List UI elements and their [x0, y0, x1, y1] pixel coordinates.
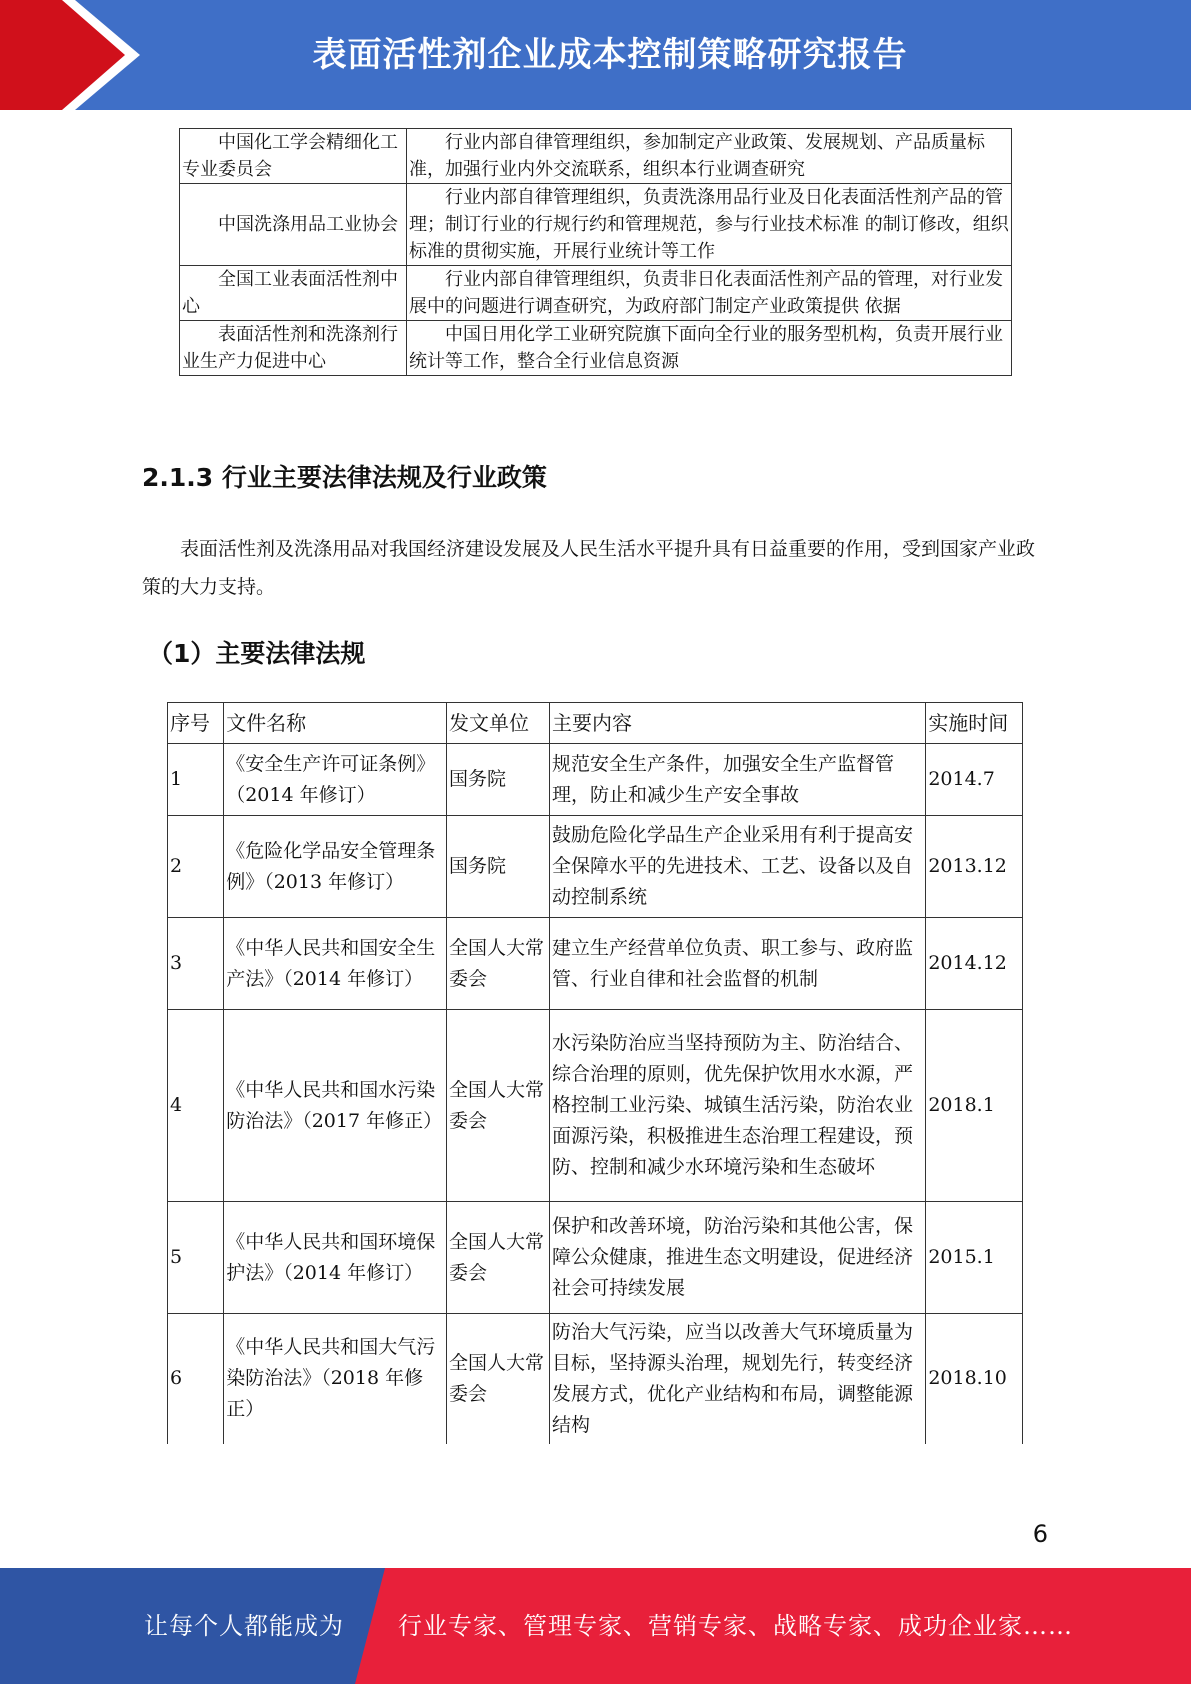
- row-number: 2: [168, 816, 224, 918]
- org-description: 行业内部自律管理组织，参加制定产业政策、发展规划、产品质量标准，加强行业内外交流联系，组织本行业调查研究: [407, 129, 1012, 184]
- table-row: [168, 744, 1023, 816]
- org-name: 中国化工学会精细化工专业委员会: [180, 129, 407, 184]
- document-name: 《中华人民共和国环境保护法》（2014 年修订）: [224, 1202, 447, 1314]
- org-description: 中国日用化学工业研究院旗下面向全行业的服务型机构，负责开展行业统计等工作，整合全行业信息资源: [407, 321, 1012, 376]
- table-row: [168, 918, 1023, 1010]
- table-header-row: [168, 703, 1023, 744]
- main-content: 防治大气污染，应当以改善大气环境质量为目标，坚持源头治理，规划先行，转变经济发展方式，优化产业结构和布局，调整能源结构: [549, 1314, 925, 1444]
- issuing-body: 全国人大常委会: [447, 918, 550, 1010]
- issuing-body: 全国人大常委会: [447, 1010, 550, 1202]
- document-name: 《危险化学品安全管理条例》（2013 年修订）: [224, 816, 447, 918]
- issuing-body: 国务院: [447, 816, 550, 918]
- document-name: 《安全生产许可证条例》（2014 年修订）: [224, 744, 447, 816]
- column-header: 序号: [168, 703, 224, 744]
- table-row: [180, 129, 1012, 184]
- header-arrow-decoration: [0, 0, 150, 110]
- column-header: 发文单位: [447, 703, 550, 744]
- effective-date: 2014.7: [926, 744, 1023, 816]
- row-number: 3: [168, 918, 224, 1010]
- main-content: 保护和改善环境，防治污染和其他公害，保障公众健康，推进生态文明建设，促进经济社会可持续发展: [549, 1202, 925, 1314]
- main-content: 建立生产经营单位负责、职工参与、政府监管、行业自律和社会监督的机制: [549, 918, 925, 1010]
- main-content: 鼓励危险化学品生产企业采用有利于提高安全保障水平的先进技术、工艺、设备以及自动控制系统: [549, 816, 925, 918]
- table-row: [168, 1010, 1023, 1202]
- row-number: 5: [168, 1202, 224, 1314]
- column-header: 实施时间: [926, 703, 1023, 744]
- effective-date: 2014.12: [926, 918, 1023, 1010]
- org-description: 行业内部自律管理组织，负责非日化表面活性剂产品的管理，对行业发展中的问题进行调查研究，为政府部门制定产业政策提供 依据: [407, 266, 1012, 321]
- document-name: 《中华人民共和国安全生产法》（2014 年修订）: [224, 918, 447, 1010]
- issuing-body: 国务院: [447, 744, 550, 816]
- effective-date: 2018.10: [926, 1314, 1023, 1444]
- section-heading: 2.1.3 行业主要法律法规及行业政策: [142, 463, 547, 492]
- column-header: 主要内容: [549, 703, 925, 744]
- org-name: 中国洗涤用品工业协会: [180, 184, 407, 266]
- org-name: 全国工业表面活性剂中心: [180, 266, 407, 321]
- table-row: [180, 184, 1012, 266]
- sub-heading: （1）主要法律法规: [148, 639, 366, 668]
- table-row: [168, 1314, 1023, 1444]
- industry-organizations-table: [179, 128, 1012, 376]
- org-name: 表面活性剂和洗涤剂行业生产力促进中心: [180, 321, 407, 376]
- document-name: 《中华人民共和国水污染防治法》（2017 年修正）: [224, 1010, 447, 1202]
- issuing-body: 全国人大常委会: [447, 1202, 550, 1314]
- issuing-body: 全国人大常委会: [447, 1314, 550, 1444]
- row-number: 1: [168, 744, 224, 816]
- document-name: 《中华人民共和国大气污染防治法》（2018 年修正）: [224, 1314, 447, 1444]
- page-number: 6: [1032, 1520, 1048, 1548]
- table-row: [168, 816, 1023, 918]
- table-row: [180, 266, 1012, 321]
- body-paragraph: 表面活性剂及洗涤用品对我国经济建设发展及人民生活水平提升具有日益重要的作用，受到国家产业政策的大力支持。: [142, 538, 1036, 598]
- laws-regulations-table: [167, 702, 1023, 1444]
- effective-date: 2018.1: [926, 1010, 1023, 1202]
- footer-slogan-left: 让每个人都能成为: [144, 1612, 344, 1640]
- effective-date: 2015.1: [926, 1202, 1023, 1314]
- table-row: [168, 1202, 1023, 1314]
- main-content: 水污染防治应当坚持预防为主、防治结合、综合治理的原则，优先保护饮用水水源，严格控制工业污染、城镇生活污染，防治农业面源污染，积极推进生态治理工程建设，预防、控制和减少水环境污染和生态破坏: [549, 1010, 925, 1202]
- column-header: 文件名称: [224, 703, 447, 744]
- report-title: 表面活性剂企业成本控制策略研究报告: [312, 35, 908, 75]
- row-number: 4: [168, 1010, 224, 1202]
- row-number: 6: [168, 1314, 224, 1444]
- main-content: 规范安全生产条件，加强安全生产监督管理，防止和减少生产安全事故: [549, 744, 925, 816]
- table-row: [180, 321, 1012, 376]
- effective-date: 2013.12: [926, 816, 1023, 918]
- page-footer: [0, 1568, 1191, 1684]
- page-header: [0, 0, 1191, 110]
- footer-slogan-right: 行业专家、管理专家、营销专家、战略专家、成功企业家……: [398, 1612, 1073, 1640]
- org-description: 行业内部自律管理组织，负责洗涤用品行业及日化表面活性剂产品的管理；制订行业的行规行约和管理规范，参与行业技术标准 的制订修改，组织标准的贯彻实施，开展行业统计等工作: [407, 184, 1012, 266]
